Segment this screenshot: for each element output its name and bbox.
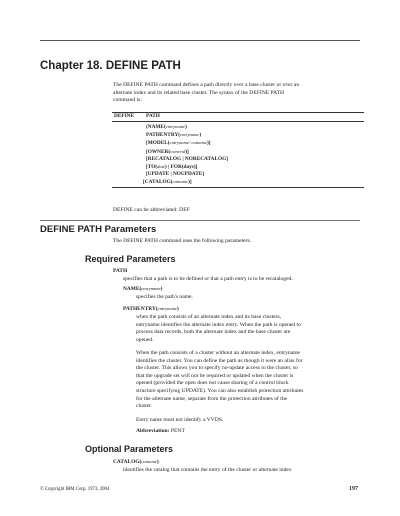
syntax-rows — [143, 123, 346, 187]
pathentry-line: the cluster. This allows you to specify no-update access to the cluster, so — [136, 365, 298, 372]
section-title-required: Required Parameters — [85, 254, 176, 264]
pathentry-abbreviation: Abbreviation: PENT — [136, 428, 185, 434]
page-number: 197 — [349, 486, 358, 492]
parameters-intro: The DEFINE PATH command uses the following parameters. — [113, 238, 252, 244]
intro-line: alternate index and its related base cluster. The syntax of the DEFINE PATH — [113, 89, 285, 96]
pathentry-line: structure specifying UPDATE). You can also establish protection attributes — [136, 387, 304, 394]
define-abbreviation-note: DEFINE can be abbreviated: DEF — [113, 207, 190, 213]
syntax-row: PATHENTRY(entryname) — [146, 132, 202, 139]
syntax-row: [UPDATE | NOUPDATE] — [146, 171, 205, 178]
syntax-row: [CATALOG(catname)] — [143, 179, 192, 186]
pathentry-line: opened (provided the open does not cause sharing of a control block — [136, 380, 289, 387]
pathentry-line: entryname identifies the alternate index entry. When the path is opened to — [136, 321, 301, 328]
pathentry-line: when the path consists of an alternate index and its base clusters, — [136, 314, 282, 320]
section-title-parameters: DEFINE PATH Parameters — [40, 224, 157, 235]
pathentry-line: identifies the cluster. You can define the path as though it were an alias for — [136, 357, 303, 364]
chapter-intro — [113, 82, 363, 105]
pathentry-line: opened. — [136, 336, 154, 343]
syntax-table-header — [112, 113, 364, 122]
intro-line: The DEFINE PATH command defines a path directly over a base cluster or over an — [113, 82, 300, 88]
pathentry-line: cluster. — [136, 403, 152, 410]
syntax-row: [TO(date) | FOR(days)] — [146, 164, 198, 171]
pathentry-line: When the path consists of a cluster without an alternate index, entryname — [136, 350, 301, 356]
param-pathentry-keyword: PATHENTRY(entryname) — [123, 306, 179, 312]
intro-line: command is: — [113, 97, 142, 104]
pathentry-line: that the upgrade set will not be required or updated when the cluster is — [136, 372, 294, 379]
syntax-row: [OWNER(ownerid)] — [146, 148, 189, 155]
param-name-description: specifies the path's name. — [136, 294, 193, 300]
section-title-optional: Optional Parameters — [85, 444, 174, 454]
syntax-table — [112, 112, 364, 188]
param-name-keyword: NAME(entryname) — [123, 286, 163, 292]
syntax-header-command: DEFINE — [114, 113, 135, 119]
param-pathentry-paragraph-1 — [136, 314, 364, 344]
param-catalog-keyword: CATALOG(catname) — [113, 459, 159, 465]
chapter-title: Chapter 18. DEFINE PATH — [40, 60, 181, 72]
pathentry-line: process data records, both the alternate index and the base cluster are — [136, 329, 291, 336]
syntax-row: [MODEL(entryname/ catname)] — [146, 140, 211, 147]
vvds-note: Entry name must not identify a VVDS. — [136, 417, 224, 423]
syntax-row: [RECATALOG | NORECATALOG] — [146, 155, 228, 162]
top-rule — [40, 40, 360, 41]
param-pathentry-paragraph-2 — [136, 350, 364, 411]
pathentry-line: for the alternate name, separate from the protection attributes of the — [136, 395, 288, 402]
section-rule — [40, 220, 360, 221]
param-path-keyword: PATH — [113, 268, 128, 274]
param-catalog-description: identifies the catalog that contains the entry of the cluster or alternate index — [123, 467, 292, 473]
param-path-description: specifies that a path is to be defined or that a path entry is to be recataloged. — [123, 276, 293, 282]
syntax-row: (NAME(entryname) — [146, 124, 187, 130]
footer-copyright: © Copyright IBM Corp. 1973, 2004 — [40, 487, 110, 492]
syntax-header-object: PATH — [146, 113, 160, 119]
